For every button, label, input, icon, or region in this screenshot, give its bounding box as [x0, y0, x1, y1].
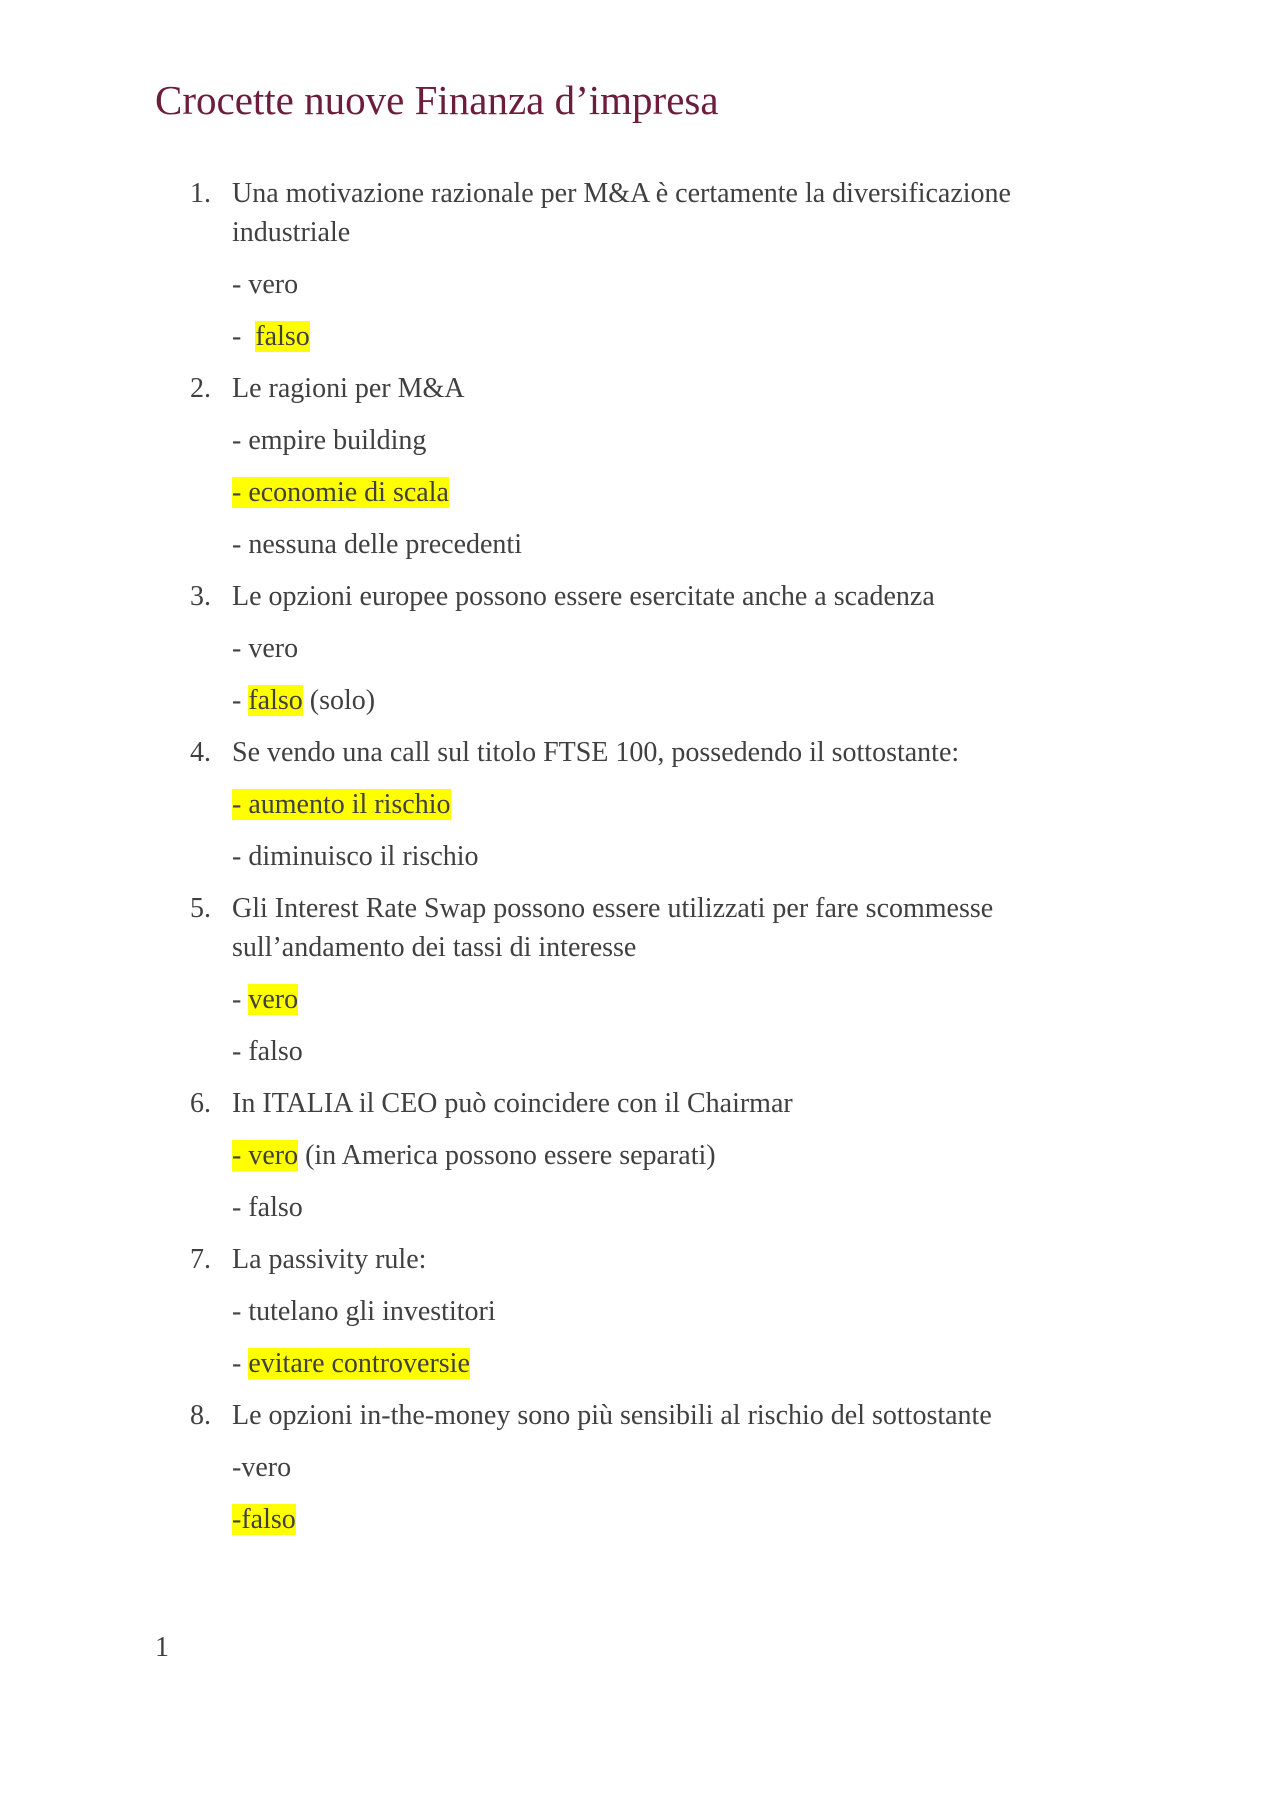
option-text: - vero [232, 269, 299, 300]
question-item [0, 1396, 1280, 1539]
highlighted-answer: -falso [232, 1504, 296, 1535]
question-number: 6. [190, 1088, 211, 1119]
highlighted-answer: - economie di scala [232, 477, 449, 508]
option-note: (solo) [302, 685, 376, 716]
highlighted-answer: - aumento il rischio [232, 789, 451, 820]
answer-option [232, 681, 1280, 720]
question-text: La passivity rule: [232, 1244, 427, 1275]
question-number: 8. [190, 1400, 211, 1431]
question-text: Le ragioni per M&A [232, 373, 465, 404]
question-item [0, 1240, 1280, 1383]
highlighted-answer: - vero [232, 1140, 299, 1171]
question-number: 5. [190, 893, 211, 924]
answer-option [232, 1136, 1280, 1175]
question-text: Le opzioni europee possono essere esercitate anche a scadenza [232, 581, 935, 612]
option-text: - [232, 984, 249, 1015]
question-text: Se vendo una call sul titolo FTSE 100, possedendo il sottostante: [232, 737, 960, 768]
answer-option [232, 1188, 1280, 1227]
highlighted-answer: falso [255, 321, 310, 352]
option-text: - [232, 1348, 249, 1379]
question-text: Le opzioni in-the-money sono più sensibili al rischio del sottostante [232, 1400, 992, 1431]
option-text: - [232, 685, 249, 716]
question-number: 1. [190, 178, 211, 209]
question-item [0, 1084, 1280, 1227]
highlighted-answer: evitare controversie [248, 1348, 470, 1379]
answer-option [232, 1292, 1280, 1331]
question-number: 3. [190, 581, 211, 612]
question-item [0, 577, 1280, 720]
answer-option [232, 785, 1280, 824]
option-text: - empire building [232, 425, 427, 456]
answer-option [232, 421, 1280, 460]
option-text: - falso [232, 1036, 303, 1067]
question-item [0, 174, 1280, 356]
question-item [0, 889, 1280, 1071]
option-text: - falso [232, 1192, 303, 1223]
option-text: - diminuisco il rischio [232, 841, 479, 872]
answer-option [232, 1032, 1280, 1071]
question-list [0, 174, 1280, 1552]
answer-option [232, 1500, 1280, 1539]
question-item [0, 733, 1280, 876]
question-number: 7. [190, 1244, 211, 1275]
option-text: - vero [232, 633, 299, 664]
question-text: Gli Interest Rate Swap possono essere utilizzati per fare scommesse sull’andamento dei tassi di interesse [232, 893, 994, 963]
answer-option [232, 473, 1280, 512]
option-text: - tutelano gli investitori [232, 1296, 496, 1327]
document-title: Crocette nuove Finanza d’impresa [155, 77, 719, 123]
question-number: 4. [190, 737, 211, 768]
option-note: (in America possono essere separati) [298, 1140, 716, 1171]
question-text: In ITALIA il CEO può coincidere con il Chairmar [232, 1088, 793, 1119]
page-number: 1 [155, 1632, 169, 1663]
answer-option [232, 1448, 1280, 1487]
highlighted-answer: falso [248, 685, 303, 716]
answer-option [232, 837, 1280, 876]
answer-option [232, 629, 1280, 668]
answer-option [232, 980, 1280, 1019]
answer-option [232, 1344, 1280, 1383]
question-number: 2. [190, 373, 211, 404]
option-text: - [232, 321, 256, 352]
question-text: Una motivazione razionale per M&A è certamente la diversificazione industriale [232, 178, 1011, 248]
question-item [0, 369, 1280, 564]
answer-option [232, 525, 1280, 564]
highlighted-answer: vero [248, 984, 299, 1015]
answer-option [232, 317, 1280, 356]
answer-option [232, 265, 1280, 304]
option-text: -vero [232, 1452, 292, 1483]
option-text: - nessuna delle precedenti [232, 529, 522, 560]
